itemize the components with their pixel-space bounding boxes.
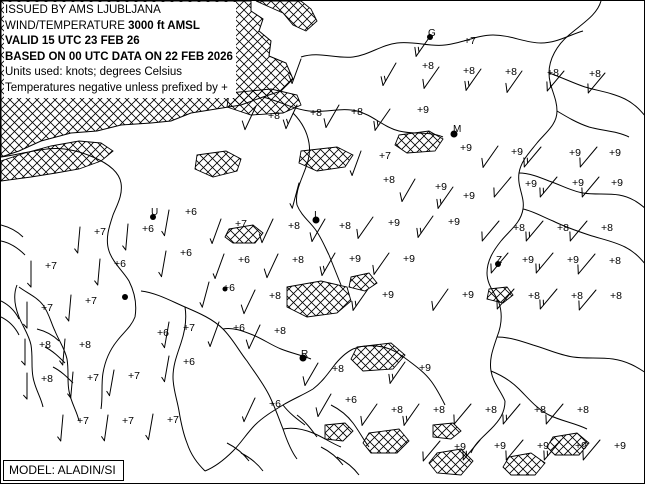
temperature-label: +7 [122, 415, 134, 427]
station-z-label: Z [496, 255, 503, 266]
temperature-label: +9 [614, 440, 626, 452]
temperature-label: +9 [460, 142, 472, 154]
wind-barb [503, 404, 520, 424]
temperature-label: +8 [513, 222, 525, 234]
wind-barb [102, 415, 108, 441]
header-parameter [5, 19, 233, 35]
wind-barb [213, 254, 224, 278]
wind-barb [536, 253, 553, 273]
wind-barb [75, 227, 80, 253]
wind-barb [381, 63, 396, 86]
temperature-label: +9 [349, 253, 361, 265]
temperature-label: +8 [288, 220, 300, 232]
temperature-label: +7 [183, 322, 195, 334]
temperature-label: +8 [557, 222, 569, 234]
temperature-label: +7 [41, 302, 53, 314]
temperature-label: +9 [419, 362, 431, 374]
temperature-label: +8 [547, 67, 559, 79]
header-units: Units used: knots; degrees Celsius [5, 66, 183, 78]
wind-barb [66, 295, 71, 321]
temperature-label: +8 [610, 290, 622, 302]
temperature-label: +6 [183, 356, 195, 368]
temperature-label: +7 [77, 415, 89, 427]
temperature-label: +7 [167, 414, 179, 426]
temperature-label: +7 [235, 218, 247, 230]
wind-barb [208, 322, 219, 346]
temperature-label: +9 [448, 216, 460, 228]
temperature-label: +6 [185, 206, 197, 218]
temperature-label: +9 [454, 441, 466, 453]
station-r-label: R [301, 349, 309, 360]
temperature-label: +6 [114, 258, 126, 270]
wind-barb [289, 59, 301, 83]
wind-barb [373, 253, 389, 274]
temperature-label: +8 [534, 404, 546, 416]
wind-barb [22, 339, 25, 365]
temperature-label: +8 [269, 290, 281, 302]
temperature-label: +9 [611, 177, 623, 189]
wind-barb [303, 363, 318, 386]
temperature-label: +8 [79, 339, 91, 351]
wind-barb [243, 398, 256, 422]
temperature-label: +8 [391, 404, 403, 416]
header-parameter-level: 3000 ft AMSL [128, 19, 200, 32]
wind-barb [432, 289, 448, 310]
temperature-label: +9 [382, 289, 394, 301]
temperature-label: +8 [332, 363, 344, 375]
station-u-label: U [151, 207, 159, 218]
temperature-label: +9 [463, 190, 475, 202]
temperature-label: +8 [609, 255, 621, 267]
temperature-label: +8 [601, 222, 613, 234]
wind-barb [400, 179, 415, 202]
temperature-label: +9 [572, 177, 584, 189]
temperature-label: +6 [142, 223, 154, 235]
wind-barb [290, 183, 299, 208]
wind-barb [357, 217, 373, 238]
wind-barb [162, 210, 169, 236]
header-issued-by: ISSUED BY AMS LJUBLJANA [5, 4, 161, 16]
header-based-on: BASED ON 00 UTC DATA ON 22 FEB 2026 [5, 50, 233, 63]
temperature-label: +8 [589, 68, 601, 80]
header-temperature-note: Temperatures negative unless prefixed by + [5, 81, 228, 94]
temperature-label: +7 [464, 35, 476, 47]
station-i-label: I [314, 210, 317, 221]
wind-barb [361, 404, 377, 425]
temperature-label: +8 [577, 404, 589, 416]
wind-barb [546, 404, 563, 424]
temperature-label: +8 [268, 110, 280, 122]
wind-barb [324, 105, 339, 128]
header-valid-time: VALID 15 UTC 23 FEB 26 [5, 35, 140, 47]
wind-barb [210, 219, 221, 243]
temperature-label: +7 [45, 260, 57, 272]
temperature-label: +9 [388, 217, 400, 229]
temperature-label: +8 [292, 254, 304, 266]
temperature-label: +6 [269, 398, 281, 410]
wind-barb [540, 289, 557, 309]
wind-barb [200, 282, 209, 307]
temperature-label: +6 [223, 282, 235, 294]
temperature-label: +9 [567, 254, 579, 266]
wind-barb [58, 415, 63, 441]
temperature-label: +8 [274, 325, 286, 337]
temperature-label: +9 [609, 147, 621, 159]
temperature-label: +9 [435, 181, 447, 193]
temperature-label: +9 [462, 289, 474, 301]
temperature-label: +8 [310, 107, 322, 119]
temperature-label: +7 [87, 372, 99, 384]
temperature-label: +9 [522, 254, 534, 266]
wind-barb [24, 373, 27, 399]
temperature-label: +6 [233, 322, 245, 334]
wind-barb [146, 414, 153, 440]
wind-barb [107, 370, 114, 396]
wind-barb [352, 289, 368, 310]
temperature-label: +6 [157, 327, 169, 339]
wind-barb [95, 259, 100, 285]
station-g-label: G [428, 28, 436, 39]
wind-barb [540, 177, 557, 197]
wind-barb [159, 251, 166, 277]
wind-barb [28, 261, 31, 287]
wind-barb [454, 404, 471, 424]
wind-barb [578, 254, 595, 274]
temperature-label: +7 [379, 150, 391, 162]
temperature-label: +7 [85, 295, 97, 307]
wind-barb [482, 146, 498, 167]
temperature-label: +6 [238, 254, 250, 266]
station-m-label: M [453, 124, 462, 135]
wind-barb [482, 221, 499, 241]
wind-barb [570, 221, 587, 241]
wind-barb [123, 224, 128, 250]
temperature-label: +8 [422, 60, 434, 72]
temperature-label: +8 [528, 290, 540, 302]
temperature-label: +8 [485, 404, 497, 416]
temperature-label: +9 [525, 178, 537, 190]
temperature-label: +8 [383, 174, 395, 186]
temperature-label: +8 [571, 290, 583, 302]
wind-barb [417, 216, 433, 237]
temperature-label: +9 [494, 440, 506, 452]
model-box [3, 460, 124, 481]
temperature-label: +7 [128, 370, 140, 382]
wind-barb [24, 302, 27, 328]
forecast-header [4, 2, 236, 98]
temperature-label: +9 [511, 146, 523, 158]
temperature-label: +8 [351, 106, 363, 118]
temperature-label: +9 [417, 104, 429, 116]
temperature-label: +6 [180, 247, 192, 259]
wind-barb [403, 404, 419, 425]
wind-barb [580, 147, 597, 167]
wind-barb [259, 219, 273, 243]
temperature-label: +9 [537, 440, 549, 452]
temperature-label: +9 [569, 147, 581, 159]
wind-barb [241, 290, 255, 314]
temperature-label: +8 [463, 65, 475, 77]
wind-barb [162, 356, 169, 382]
wind-barb [526, 221, 543, 241]
temperature-label: +8 [339, 220, 351, 232]
temperature-label: +8 [433, 404, 445, 416]
temperature-label: +7 [94, 226, 106, 238]
wind-barb [316, 394, 331, 417]
temperature-label: +8 [41, 373, 53, 385]
wind-barb [494, 177, 511, 197]
temperature-label: +8 [39, 339, 51, 351]
temperature-label: +6 [345, 394, 357, 406]
temperature-label: +9 [575, 440, 587, 452]
header-parameter-plain: WIND/TEMPERATURE [5, 19, 129, 32]
model-label: MODEL: ALADIN/SI [9, 463, 116, 477]
temperature-label: +8 [505, 66, 517, 78]
wind-barb [264, 254, 278, 278]
temperature-label: +9 [403, 253, 415, 265]
